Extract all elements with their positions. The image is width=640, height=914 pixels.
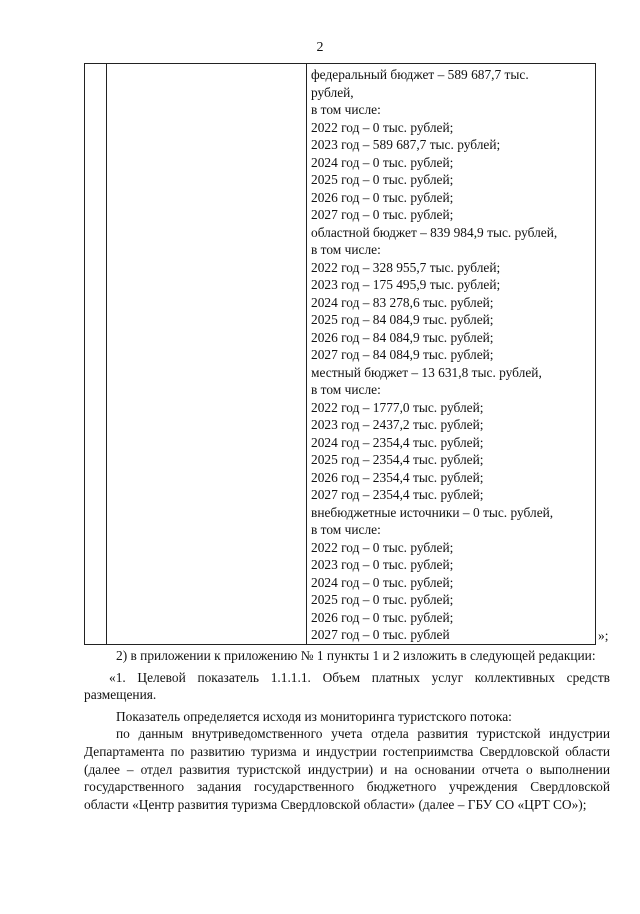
budget-line: 2026 год – 0 тыс. рублей; [311,189,454,205]
budget-line: 2022 год – 328 955,7 тыс. рублей; [311,259,501,275]
budget-line: 2024 год – 2354,4 тыс. рублей; [311,434,484,450]
budget-line: 2026 год – 0 тыс. рублей; [311,609,454,625]
budget-line: 2026 год – 84 084,9 тыс. рублей; [311,329,494,345]
budget-line: 2025 год – 0 тыс. рублей; [311,592,454,607]
table-column-divider [306,64,307,644]
target-indicator-heading: «1. Целевой показатель 1.1.1.1. Объем платных услуг коллективных средств размещения. [84,669,610,703]
budget-line: областной бюджет – 839 984,9 тыс. рублей, [311,224,558,240]
budget-line: в том числе: [311,382,381,397]
data-source-paragraph: по данным внутриведомственного учета отдела развития туристской индустрии Департамента по развитию туризма и индустрии гостеприимства Свердловской области (далее – отдел развития туристской индустрии) и на основании отчета о выполнении государственного задания государственного бюджетного учреждения Свердловской области «Центр развития туризма Свердловской области» (далее – ГБУ СО «ЦРТ СО»); [84,726,610,812]
budget-line: местный бюджет – 13 631,8 тыс. рублей, [311,364,542,380]
budget-line: 2026 год – 2354,4 тыс. рублей; [311,469,484,485]
page-number: 2 [316,40,324,55]
budget-line: 2025 год – 0 тыс. рублей; [311,172,454,187]
budget-line: 2024 год – 0 тыс. рублей; [311,574,454,590]
budget-line: федеральный бюджет – 589 687,7 тыс. [311,67,529,82]
budget-line: внебюджетные источники – 0 тыс. рублей, [311,504,554,520]
budget-line: 2027 год – 2354,4 тыс. рублей; [311,487,484,502]
budget-line: 2025 год – 2354,4 тыс. рублей; [311,452,484,467]
amendment-item-2: 2) в приложении к приложению № 1 пункты 1 и 2 изложить в следующей редакции: [116,648,596,663]
budget-line: 2024 год – 0 тыс. рублей; [311,154,454,170]
budget-line: 2027 год – 84 084,9 тыс. рублей; [311,347,494,362]
budget-line: 2023 год – 175 495,9 тыс. рублей; [311,277,501,292]
document-body [84,647,610,813]
budget-funding-cell [311,66,595,644]
table-column-divider [106,64,107,644]
budget-line: в том числе: [311,102,381,117]
closing-quote-mark: »; [598,628,609,643]
budget-line: 2024 год – 83 278,6 тыс. рублей; [311,294,494,310]
budget-line: в том числе: [311,522,381,537]
budget-line: 2022 год – 0 тыс. рублей; [311,539,454,555]
budget-line: 2025 год – 84 084,9 тыс. рублей; [311,312,494,327]
budget-line: 2023 год – 589 687,7 тыс. рублей; [311,137,501,152]
budget-line: 2022 год – 0 тыс. рублей; [311,119,454,135]
indicator-method-paragraph: Показатель определяется исходя из мониторинга туристского потока: [116,708,512,724]
budget-line: 2027 год – 0 тыс. рублей; [311,207,454,222]
budget-line: 2027 год – 0 тыс. рублей [311,627,450,642]
budget-table [84,63,596,645]
budget-line: рублей, [311,84,354,100]
budget-line: 2023 год – 0 тыс. рублей; [311,557,454,572]
budget-line: в том числе: [311,242,381,257]
budget-line: 2023 год – 2437,2 тыс. рублей; [311,417,484,432]
budget-line: 2022 год – 1777,0 тыс. рублей; [311,399,484,415]
